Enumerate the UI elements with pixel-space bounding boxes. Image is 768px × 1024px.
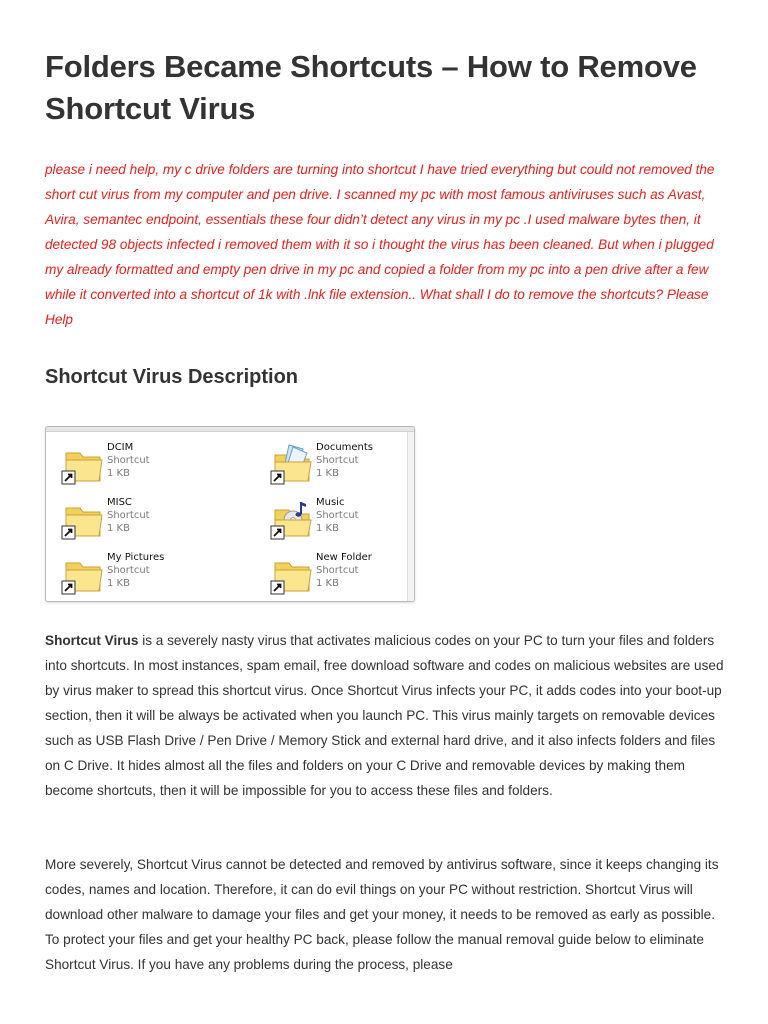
file-name: Music	[316, 497, 345, 508]
article-title: Folders Became Shortcuts – How to Remove Shortcut Virus	[45, 49, 697, 126]
folder-shortcut-icon	[60, 443, 110, 487]
file-item-music	[269, 496, 415, 546]
explorer-top-border	[46, 427, 414, 432]
file-size: 1 KB	[107, 578, 130, 589]
file-type: Shortcut	[316, 565, 359, 576]
folder-shortcut-icon	[60, 498, 110, 542]
folder-shortcut-icon	[60, 553, 110, 597]
file-type: Shortcut	[316, 455, 359, 466]
file-size: 1 KB	[316, 523, 339, 534]
file-size: 1 KB	[107, 523, 130, 534]
file-item-documents	[269, 441, 415, 491]
file-name: MISC	[107, 497, 132, 508]
file-size: 1 KB	[316, 468, 339, 479]
file-type: Shortcut	[107, 455, 150, 466]
user-question: please i need help, my c drive folders are turning into shortcut I have tried everything but could not removed the short cut virus from my computer and pen drive. I scanned my pc with most famous antiviruses such as Avast, Avira, semantec endpoint, essentials these four didn’t detect any virus in my pc .I used malware bytes then, it detected 98 objects infected i removed them with it so i thought the virus has been cleaned. But when i plugged my already formatted and empty pen drive in my pc and copied a folder from my pc into a pen drive after a few while it converted into a shortcut of 1k with .lnk file extension.. What shall I do to remove the shortcuts? Please Help	[45, 162, 715, 327]
file-name: DCIM	[107, 442, 134, 453]
shortcut-virus-lead: Shortcut Virus	[45, 633, 139, 648]
section-heading: Shortcut Virus Description	[45, 366, 299, 388]
file-type: Shortcut	[107, 565, 150, 576]
file-size: 1 KB	[316, 578, 339, 589]
file-type: Shortcut	[316, 510, 359, 521]
description-paragraph-2: More severely, Shortcut Virus cannot be detected and removed by antivirus software, since it keeps changing its codes, names and location. Therefore, it can do evil things on your PC without restriction. Shortcut Virus will download other malware to damage your files and get your money, it needs to be removed as early as possible. To protect your files and get your healthy PC back, please follow the manual removal guide below to eliminate Shortcut Virus. If you have any problems during the process, please	[45, 857, 719, 972]
file-name: Documents	[316, 442, 374, 453]
description-paragraph-1	[45, 628, 725, 803]
file-type: Shortcut	[107, 510, 150, 521]
paragraph-1-text: is a severely nasty virus that activates malicious codes on your PC to turn your files and folders into shortcuts. In most instances, spam email, free download software and codes on malicious websites are used by virus maker to spread this shortcut virus. Once Shortcut Virus infects your PC, it adds codes into your boot-up section, then it will be always be activated when you launch PC. This virus mainly targets on removable devices such as USB Flash Drive / Pen Drive / Memory Stick and external hard drive, and it also infects folders and files on C Drive. It hides almost all the files and folders on your C Drive and removable devices by making them become shortcuts, then it will be impossible for you to access these files and folders.	[45, 633, 724, 798]
file-item-new-folder	[269, 551, 415, 601]
file-item-dcim	[60, 441, 240, 491]
file-name: New Folder	[316, 552, 372, 563]
documents-shortcut-icon	[269, 443, 319, 487]
file-item-my-pictures	[60, 551, 240, 601]
file-size: 1 KB	[107, 468, 130, 479]
explorer-screenshot	[45, 426, 415, 602]
folder-shortcut-icon	[269, 553, 319, 597]
file-name: My Pictures	[107, 552, 165, 563]
music-shortcut-icon	[269, 498, 319, 542]
file-item-misc	[60, 496, 240, 546]
